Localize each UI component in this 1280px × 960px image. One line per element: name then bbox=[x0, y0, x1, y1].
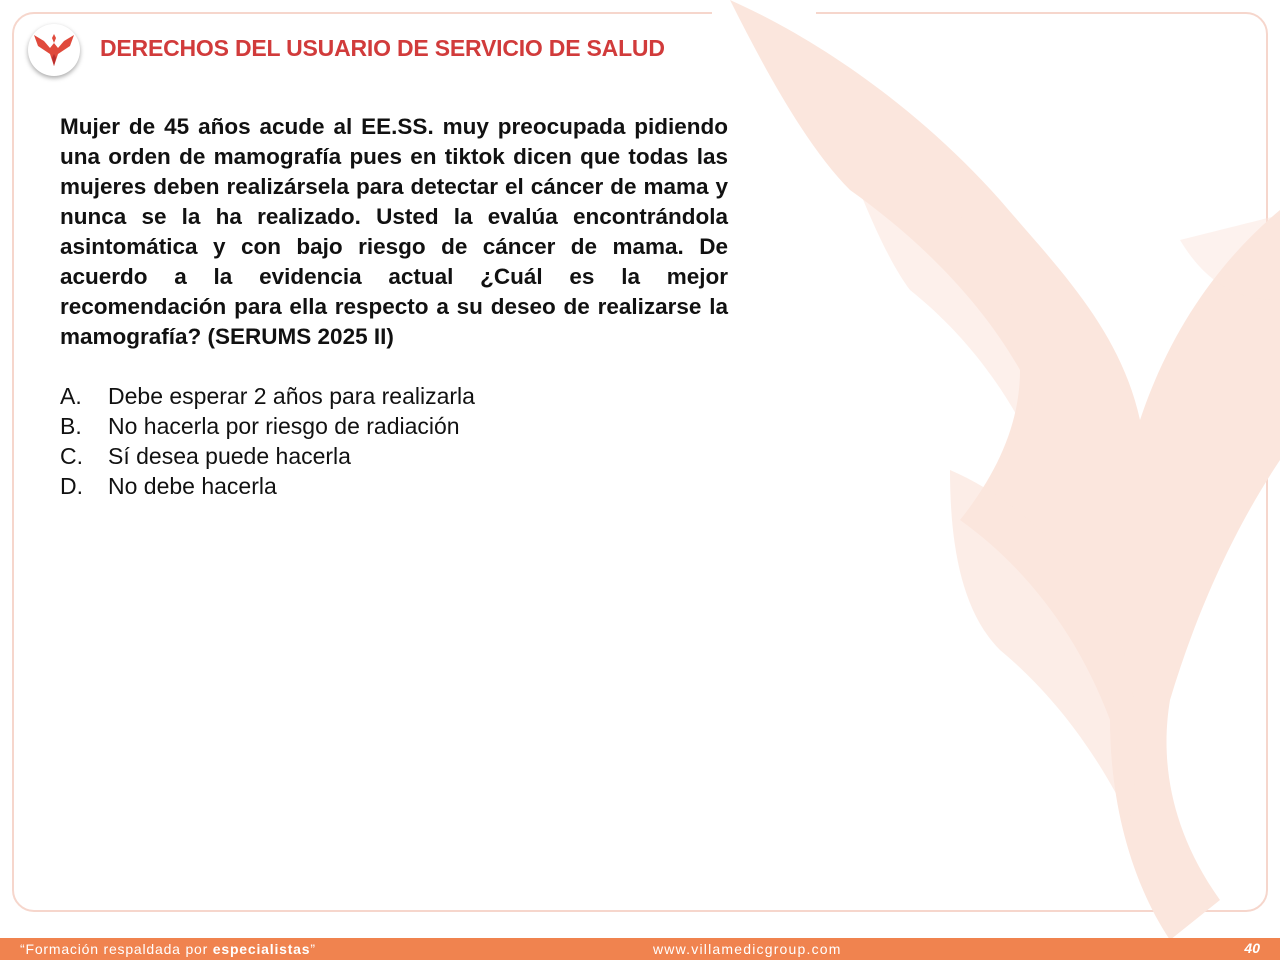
slide-title: DERECHOS DEL USUARIO DE SERVICIO DE SALUD bbox=[100, 35, 665, 61]
option-letter: C. bbox=[60, 443, 83, 469]
answer-options bbox=[60, 381, 475, 501]
logo-badge bbox=[28, 24, 80, 76]
option-text: Sí desea puede hacerla bbox=[108, 443, 351, 469]
option-text: No debe hacerla bbox=[108, 473, 277, 499]
option-letter: A. bbox=[60, 383, 82, 409]
option-letter: B. bbox=[60, 413, 82, 439]
slogan-end: ” bbox=[310, 941, 316, 957]
option-a bbox=[60, 381, 475, 411]
slogan-bold: especialistas bbox=[212, 941, 311, 957]
option-text: No hacerla por riesgo de radiación bbox=[108, 413, 460, 439]
option-letter: D. bbox=[60, 473, 83, 499]
option-c bbox=[60, 441, 475, 471]
slogan-start: “Formación respaldada por bbox=[20, 941, 213, 957]
phoenix-watermark-icon bbox=[700, 0, 1280, 940]
phoenix-logo-icon bbox=[33, 32, 75, 68]
page-number: 40 bbox=[1244, 940, 1260, 956]
footer-website: www.villamedicgroup.com bbox=[653, 941, 842, 957]
question-text: Mujer de 45 años acude al EE.SS. muy preocupada pidiendo una orden de mamografía pues en tiktok dicen que todas las mujeres deben realizársela para detectar el cáncer de mama y nunca se la ha realizado. Usted la evalúa encontrándola asintomática y con bajo riesgo de cáncer de mama. De acuerdo a la evidencia actual ¿Cuál es la mejor recomendación para ella respecto a su deseo de realizarse la mamografía? (SERUMS 2025 II) bbox=[60, 114, 728, 349]
option-text: Debe esperar 2 años para realizarla bbox=[108, 383, 475, 409]
footer-slogan bbox=[20, 941, 316, 957]
option-d bbox=[60, 471, 475, 501]
option-b bbox=[60, 411, 475, 441]
footer-bar bbox=[0, 938, 1280, 960]
